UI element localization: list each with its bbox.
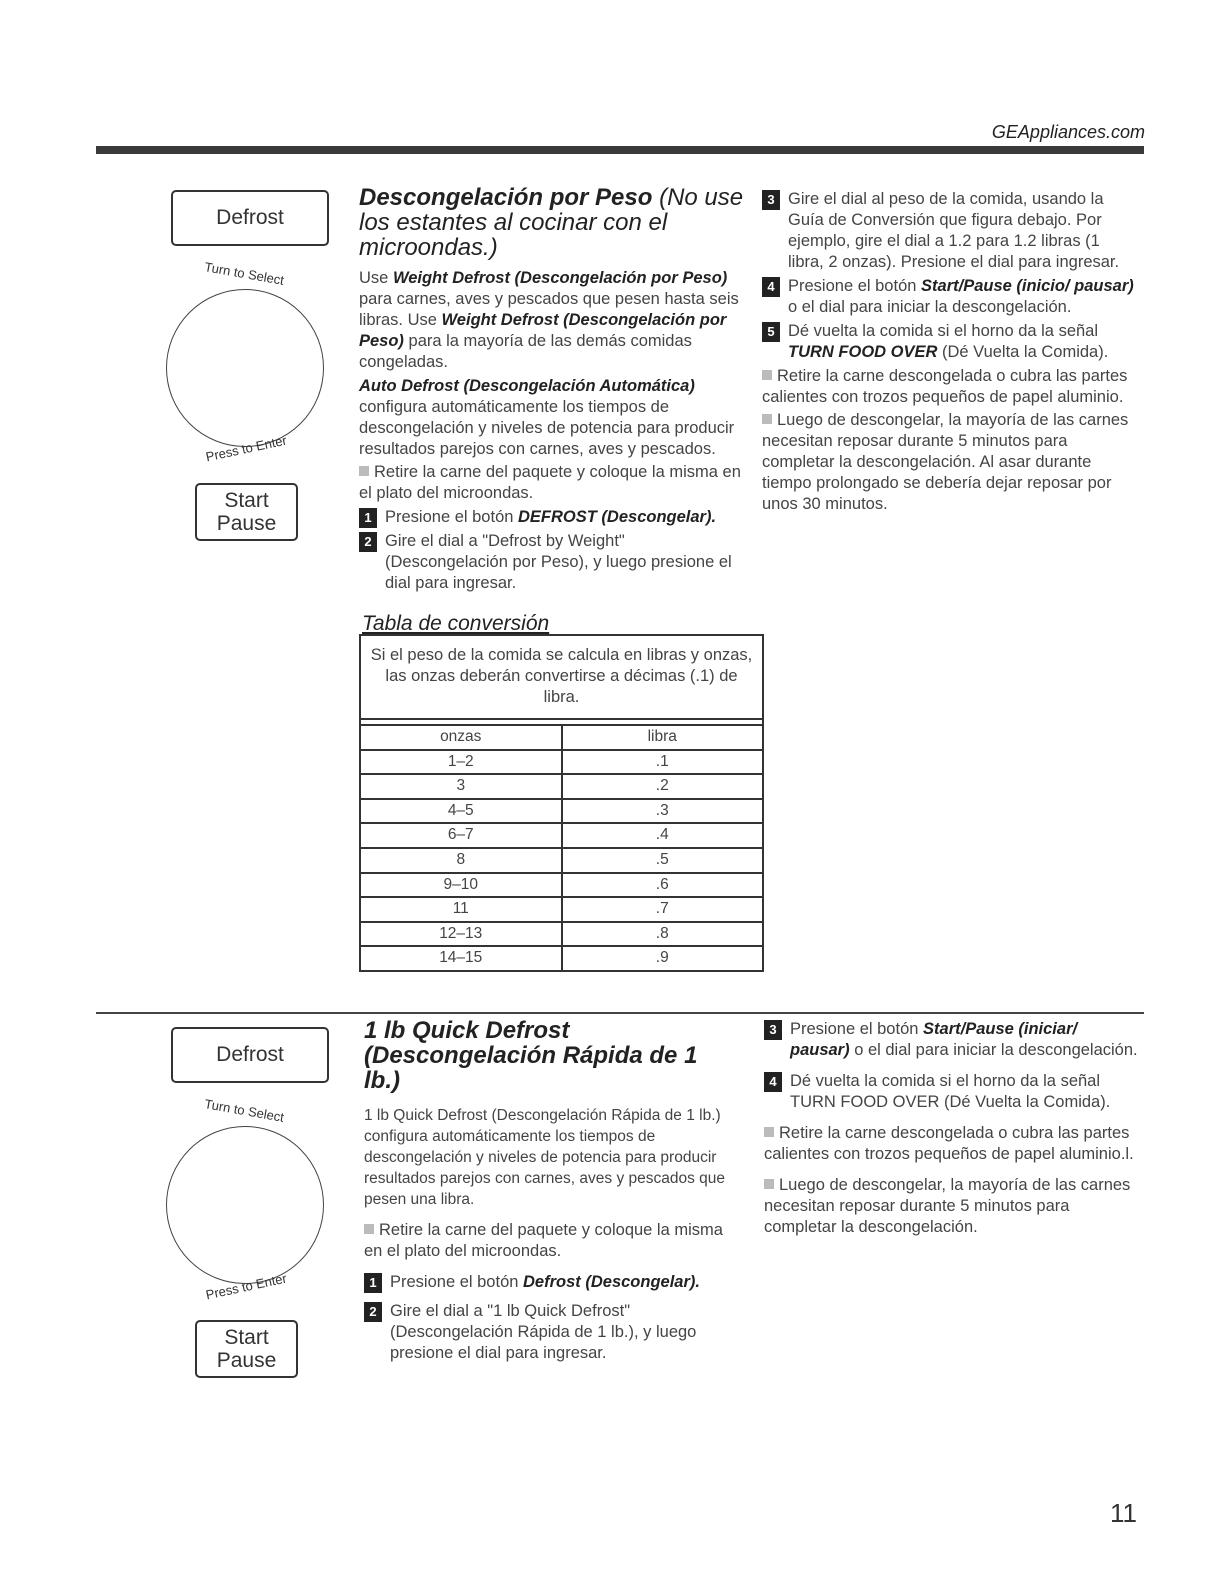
- step-number-icon: 2: [359, 532, 377, 552]
- cell-onzas: 6–7: [361, 824, 563, 847]
- step-number-icon: 2: [364, 1302, 382, 1322]
- step-5: 5 Dé vuelta la comida si el horno da la señal TURN FOOD OVER (Dé Vuelta la Comida).: [762, 321, 1140, 363]
- step-number-icon: 5: [762, 322, 780, 342]
- auto-defrost-paragraph: Auto Defrost (Descongelación Automática) configura automáticamente los tiempos de descongelación y niveles de potencia para producir resultados parejos con carnes, aves y pescados.: [359, 377, 735, 458]
- conversion-table-title: Tabla de conversión: [362, 612, 550, 635]
- table-row: [361, 849, 762, 874]
- cell-onzas: 11: [361, 898, 563, 921]
- conversion-table: [359, 634, 764, 972]
- cell-onzas: 1–2: [361, 751, 563, 774]
- start-label: Start: [224, 1326, 269, 1349]
- bullet-remove-meat: Retire la carne del paquete y coloque la misma en el plato del microondas.: [364, 1221, 723, 1260]
- table-row: [361, 947, 762, 970]
- quick-defrost-intro: [364, 1018, 736, 1367]
- section-divider: [96, 1012, 1144, 1014]
- header-rule: [96, 146, 1144, 154]
- step-number-icon: 1: [364, 1273, 382, 1293]
- pause-label: Pause: [216, 1349, 277, 1372]
- table-row: [361, 800, 762, 825]
- step-1: 1 Presione el botón DEFROST (Descongelar).: [359, 507, 749, 528]
- step-number-icon: 3: [764, 1020, 782, 1040]
- step-2: 2 Gire el dial a "1 lb Quick Defrost" (Descongelación Rápida de 1 lb.), y luego presione el dial para ingresar.: [364, 1301, 736, 1364]
- weight-defrost-steps: [762, 186, 1140, 515]
- table-row: [361, 874, 762, 899]
- defrost-button-graphic: [171, 1027, 329, 1083]
- defrost-label: Defrost: [216, 1043, 284, 1066]
- bullet-icon: [762, 370, 772, 380]
- cell-libra: .6: [655, 875, 669, 893]
- step-3: 3 Gire el dial al peso de la comida, usando la Guía de Conversión que figura debajo. Por ejemplo, gire el dial a 1.2 para 1.2 libras (1 libra, 2 onzas). Presione el dial para ingresar.: [762, 189, 1140, 273]
- bullet-remove-meat: Retire la carne del paquete y coloque la misma en el plato del microondas.: [359, 463, 741, 502]
- bullet-icon: [359, 466, 369, 476]
- defrost-label: Defrost: [216, 206, 284, 229]
- table-row: [361, 751, 762, 776]
- cell-libra: .2: [655, 777, 669, 795]
- dial-bottom-label: Press to Enter: [204, 1270, 289, 1303]
- table-row: [361, 824, 762, 849]
- step-number-icon: 4: [762, 277, 780, 297]
- step-number-icon: 4: [764, 1072, 782, 1092]
- quick-defrost-title: 1 lb Quick Defrost (Descongelación Rápida de 1 lb.): [364, 1017, 698, 1094]
- quick-defrost-paragraph: 1 lb Quick Defrost (Descongelación Rápida de 1 lb.) configura automáticamente los tiempos de descongelación y niveles de potencia para producir resultados parejos con carnes, aves y pescados que pesen una libra.: [364, 1107, 726, 1208]
- site-url: GEAppliances.com: [991, 122, 1145, 142]
- weight-defrost-title: Descongelación por Peso (No use los estantes al cocinar con el microondas.): [359, 184, 744, 261]
- step-2: 2 Gire el dial a "Defrost by Weight" (Descongelación por Peso), y luego presione el dial para ingresar.: [359, 531, 749, 594]
- table-row: [361, 775, 762, 800]
- step-number-icon: 3: [762, 190, 780, 210]
- cell-onzas: 8: [361, 849, 563, 872]
- cell-libra: .8: [655, 924, 669, 942]
- cell-libra: .3: [655, 801, 669, 819]
- start-label: Start: [224, 489, 269, 512]
- start-pause-button-graphic: [195, 483, 298, 541]
- cell-libra: .7: [655, 900, 669, 918]
- bullet-icon: [762, 414, 772, 424]
- bullet-cover-hot: Retire la carne descongelada o cubra las partes calientes con trozos pequeños de papel aluminio.l.: [764, 1124, 1134, 1163]
- dial-top-label: Turn to Select: [203, 259, 286, 288]
- cell-onzas: 4–5: [361, 800, 563, 823]
- bullet-cover-hot: Retire la carne descongelada o cubra las partes calientes con trozos pequeños de papel aluminio.: [762, 367, 1128, 406]
- bullet-icon: [764, 1179, 774, 1189]
- table-header-row: [361, 726, 762, 751]
- cell-onzas: 3: [361, 775, 563, 798]
- cell-onzas: 9–10: [361, 874, 563, 897]
- table-row: [361, 923, 762, 948]
- step-4: 4 Presione el botón Start/Pause (inicio/ pausar) o el dial para iniciar la descongelación.: [762, 276, 1140, 318]
- step-3: 3 Presione el botón Start/Pause (iniciar/ pausar) o el dial para iniciar la descongelación.: [764, 1019, 1139, 1061]
- weight-defrost-paragraph: Use Weight Defrost (Descongelación por Peso) para carnes, aves y pescados que pesen hasta seis libras. Use Weight Defrost (Descongelación por Peso) para la mayoría de las demás comidas congeladas.: [359, 269, 739, 371]
- page-number: 11: [1110, 1498, 1137, 1528]
- bullet-icon: [764, 1127, 774, 1137]
- dial-graphic: [166, 1126, 324, 1284]
- conversion-table-note: Si el peso de la comida se calcula en libras y onzas, las onzas deberán convertirse a décimas (.1) de libra.: [361, 636, 762, 720]
- header-libra: libra: [647, 728, 677, 745]
- header-onzas: onzas: [361, 726, 563, 749]
- dial-top-label: Turn to Select: [203, 1096, 286, 1125]
- step-1: 1 Presione el botón Defrost (Descongelar).: [364, 1272, 736, 1293]
- cell-onzas: 12–13: [361, 923, 563, 946]
- defrost-button-graphic: [171, 190, 329, 246]
- cell-libra: .9: [655, 949, 669, 967]
- quick-defrost-steps: [764, 1016, 1139, 1238]
- step-number-icon: 1: [359, 508, 377, 528]
- pause-label: Pause: [216, 512, 277, 535]
- dial-graphic: [166, 289, 324, 447]
- table-row: [361, 898, 762, 923]
- bullet-stand-time: Luego de descongelar, la mayoría de las carnes necesitan reposar durante 5 minutos para completar la descongelación.: [764, 1176, 1131, 1236]
- bullet-stand-time: Luego de descongelar, la mayoría de las carnes necesitan reposar durante 5 minutos para completar la descongelación. Al asar durante tiempo prolongado se debería dejar reposar por unos 30 minutos.: [762, 411, 1129, 513]
- cell-libra: .5: [655, 850, 669, 868]
- dial-bottom-label: Press to Enter: [204, 432, 289, 465]
- bullet-icon: [364, 1224, 374, 1234]
- cell-onzas: 14–15: [361, 947, 563, 970]
- cell-libra: .1: [655, 752, 669, 770]
- step-4: 4 Dé vuelta la comida si el horno da la señal TURN FOOD OVER (Dé Vuelta la Comida).: [764, 1071, 1139, 1113]
- start-pause-button-graphic: [195, 1320, 298, 1378]
- weight-defrost-intro: [359, 185, 749, 597]
- cell-libra: .4: [655, 826, 669, 844]
